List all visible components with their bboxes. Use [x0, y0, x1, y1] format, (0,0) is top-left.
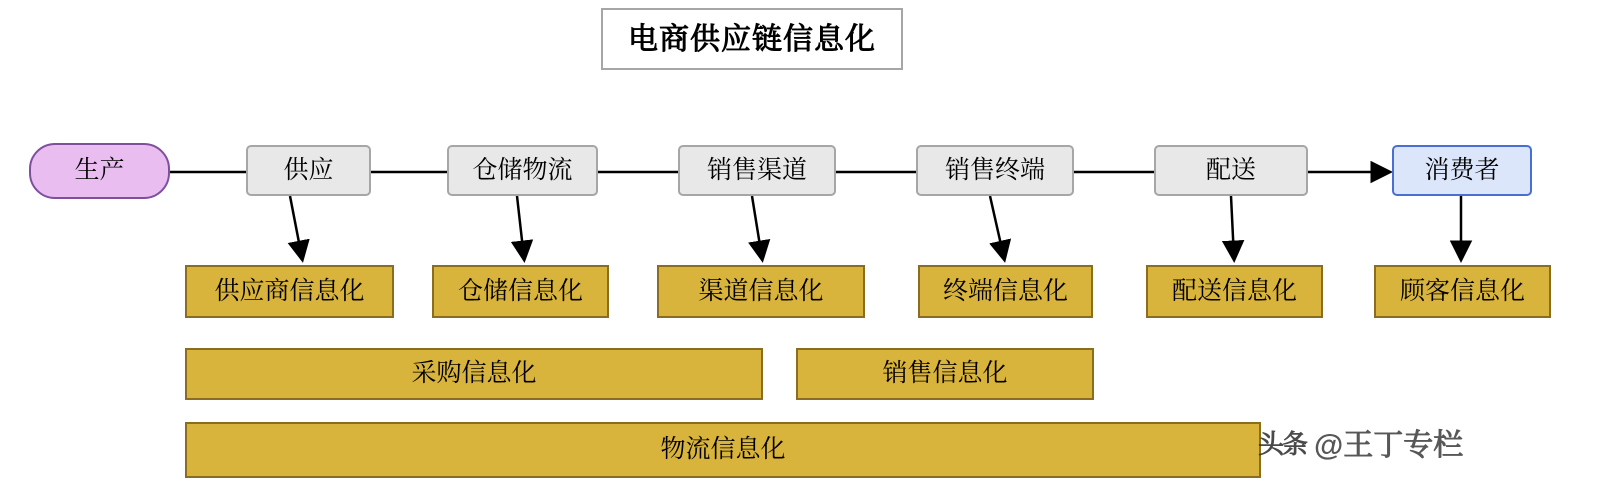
info-box-label: 配送信息化: [1171, 276, 1297, 305]
diagram-title: [601, 8, 903, 70]
chain-node-delivery: [1154, 145, 1308, 196]
info-box-label: 仓储信息化: [457, 276, 583, 305]
watermark-logo: 头条: [1258, 428, 1307, 459]
chain-node-start: [29, 143, 170, 199]
info-box-customer: [1374, 265, 1551, 318]
diagram-title-label: 电商供应链信息化: [628, 22, 876, 56]
watermark: [1258, 420, 1463, 464]
chain-node-label: 生产: [74, 156, 125, 185]
band-purchase: [185, 348, 763, 400]
info-box-supplier: [185, 265, 394, 318]
chain-node-label: 销售终端: [944, 155, 1045, 184]
info-box-terminal: [918, 265, 1093, 318]
chain-node-label: 配送: [1205, 155, 1256, 184]
chain-node-label: 销售渠道: [706, 155, 807, 184]
chain-node-consumer: [1392, 145, 1532, 196]
chain-node-label: 消费者: [1424, 155, 1500, 184]
info-box-warehouse: [432, 265, 609, 318]
chain-node-warehouse: [447, 145, 598, 196]
chain-node-label: 供应: [283, 155, 334, 184]
chain-node-sales-terminal: [916, 145, 1074, 196]
band-sales: [796, 348, 1094, 400]
watermark-text: @王丁专栏: [1314, 429, 1464, 462]
info-box-label: 终端信息化: [942, 276, 1068, 305]
band-label: 采购信息化: [411, 359, 537, 388]
chain-node-supply: [246, 145, 371, 196]
band-label: 物流信息化: [660, 435, 786, 464]
chain-node-label: 仓储物流: [472, 155, 573, 184]
info-box-label: 供应商信息化: [214, 276, 365, 305]
info-box-label: 顾客信息化: [1399, 276, 1525, 305]
info-box-delivery: [1146, 265, 1323, 318]
info-box-channel: [657, 265, 865, 318]
band-logistics: [185, 422, 1261, 478]
info-box-label: 渠道信息化: [698, 276, 824, 305]
band-label: 销售信息化: [882, 359, 1008, 388]
chain-node-sales-channel: [678, 145, 836, 196]
